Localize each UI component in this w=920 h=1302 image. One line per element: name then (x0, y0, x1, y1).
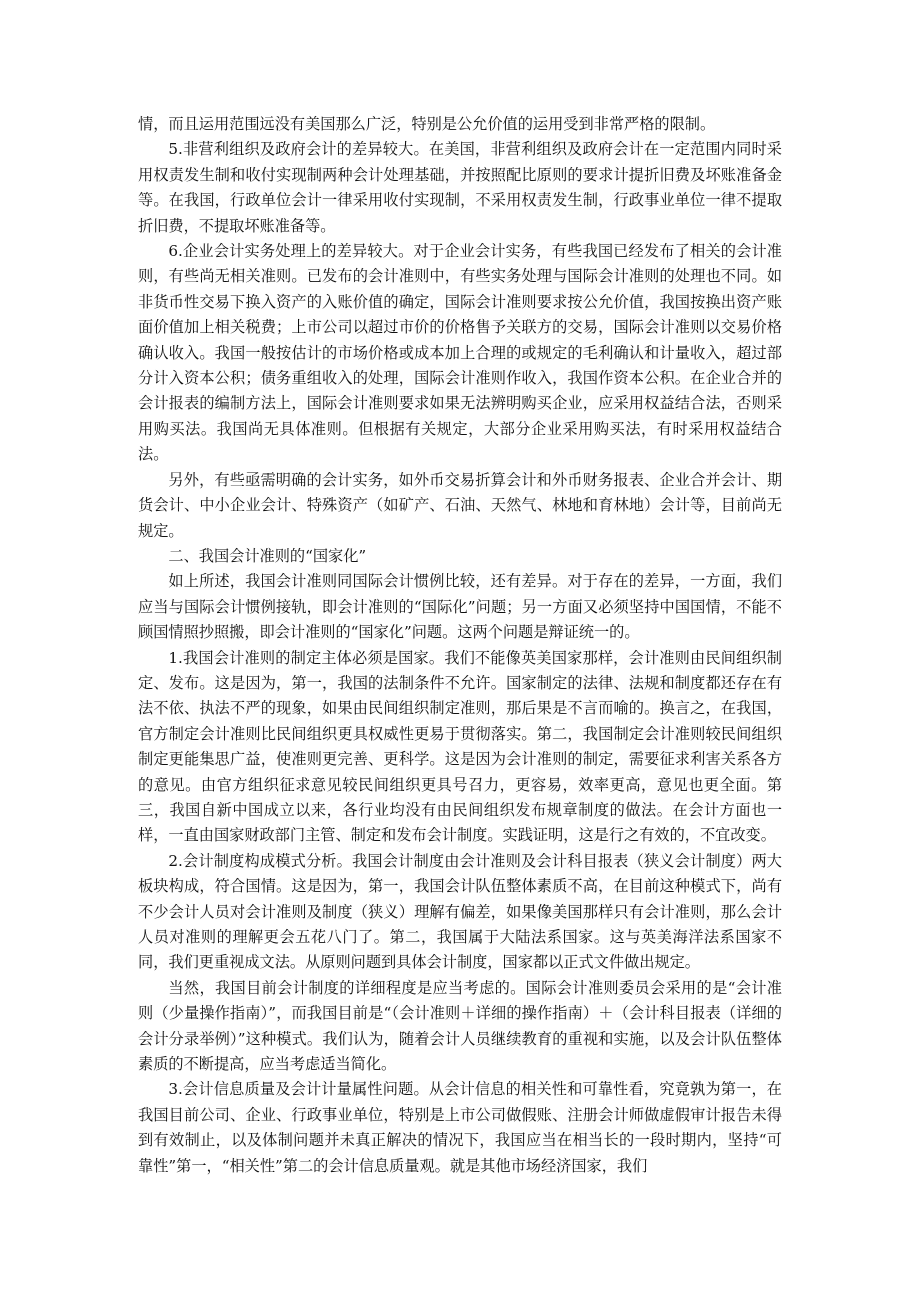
paragraph-nonprofit-government-accounting: 5.非营利组织及政府会计的差异较大。在美国，非营利组织及政府会计在一定范围内同时采用权责发生制和收付实现制两种会计处理基础，并按照配比原则的要求计提折旧费及坏账准备金等。在我国，行政单位会计一律采用收付实现制，不采用权责发生制，行政事业单位一律不提取折旧费，不提取坏账准备等。 (138, 140, 782, 235)
paragraph-introduction: 如上所述，我国会计准则同国际会计惯例比较，还有差异。对于存在的差异，一方面，我们应当与国际会计惯例接轨，即会计准则的“国际化”问题；另一方面又必须坚持中国国情，不能不顾国情照抄照搬，即会计准则的“国家化”问题。这两个问题是辩证统一的。 (138, 572, 782, 642)
paragraph-detail-level: 当然，我国目前会计制度的详细程度是应当考虑的。国际会计准则委员会采用的是“会计准则（少量操作指南）”，而我国目前是“（会计准则＋详细的操作指南）＋（会计科目报表（详细的会计分录举例）”这种模式。我们认为，随着会计人员继续教育的重视和实施，以及会计队伍整体素质的不断提高，应当考虑适当简化。 (138, 978, 782, 1074)
paragraph-continuation: 情，而且运用范围远没有美国那么广泛，特别是公允价值的运用受到非常严格的限制。 (138, 115, 716, 133)
paragraph-enterprise-accounting-practice: 6.企业会计实务处理上的差异较大。对于企业会计实务，有些我国已经发布了相关的会计准则，有些尚无相关准则。已发布的会计准则中，有些实务处理与国际会计准则的处理也不同。如非货币性交易下换入资产的入账价值的确定，国际会计准则要求按公允价值，我国按换出资产账面价值加上相关税费；上市公司以超过市价的价格售予关联方的交易，国际会计准则以交易价格确认收入。我国一般按估计的市场价格或成本加上合理的或规定的毛利确认和计量收入，超过部分计入资本公积；债务重组收入的处理，国际会计准则作收入，我国作资本公积。在企业合并的会计报表的编制方法上，国际会计准则要求如果无法辨明购买企业，应采用权益结合法，否则采用购买法。我国尚无具体准则。但根据有关规定，大部分企业采用购买法，有时采用权益结合法。 (138, 242, 782, 464)
section-heading-nationalization: 二、我国会计准则的“国家化” (168, 546, 367, 565)
document-body (138, 112, 782, 1179)
paragraph-unregulated-practices: 另外，有些亟需明确的会计实务，如外币交易折算会计和外币财务报表、企业合并会计、期货会计、中小企业会计、特殊资产（如矿产、石油、天然气、林地和育林地）会计等，目前尚无规定。 (138, 470, 782, 540)
paragraph-standard-setting-body: 1.我国会计准则的制定主体必须是国家。我们不能像英美国家那样，会计准则由民间组织制定、发布。这是因为，第一，我国的法制条件不允许。国家制定的法律、法规和制度都还存在有法不依、执法不严的现象，如果由民间组织制定准则，那后果是不言而喻的。换言之，在我国，官方制定会计准则比民间组织更具权威性更易于贯彻落实。第二，我国制定会计准则较民间组织制定更能集思广益，使准则更完善、更科学。这是因为会计准则的制定，需要征求利害关系各方的意见。由官方组织征求意见较民间组织更具号召力，更容易，效率更高，意见也更全面。第三，我国自新中国成立以来，各行业均没有由民间组织发布规章制度的做法。在会计方面也一样，一直由国家财政部门主管、制定和发布会计制度。实践证明，这是行之有效的，不宜改变。 (138, 648, 782, 845)
paragraph-system-structure: 2.会计制度构成模式分析。我国会计制度由会计准则及会计科目报表（狭义会计制度）两大板块构成，符合国情。这是因为，第一，我国会计队伍整体素质不高，在目前这种模式下，尚有不少会计人员对会计准则及制度（狭义）理解有偏差，如果像美国那样只有会计准则，那么会计人员对准则的理解更会五花八门了。第二，我国属于大陆法系国家。这与英美海洋法系国家不同，我们更重视成文法。从原则问题到具体会计制度，国家都以正式文件做出规定。 (138, 851, 782, 972)
paragraph-information-quality: 3.会计信息质量及会计计量属性问题。从会计信息的相关性和可靠性看，究竟孰为第一，在我国目前公司、企业、行政事业单位，特别是上市公司做假账、注册会计师做虚假审计报告未得到有效制止，以及体制问题并未真正解决的情况下，我国应当在相当长的一段时期内，坚持“可靠性”第一，“相关性”第二的会计信息质量观。就是其他市场经济国家，我们 (138, 1080, 782, 1175)
